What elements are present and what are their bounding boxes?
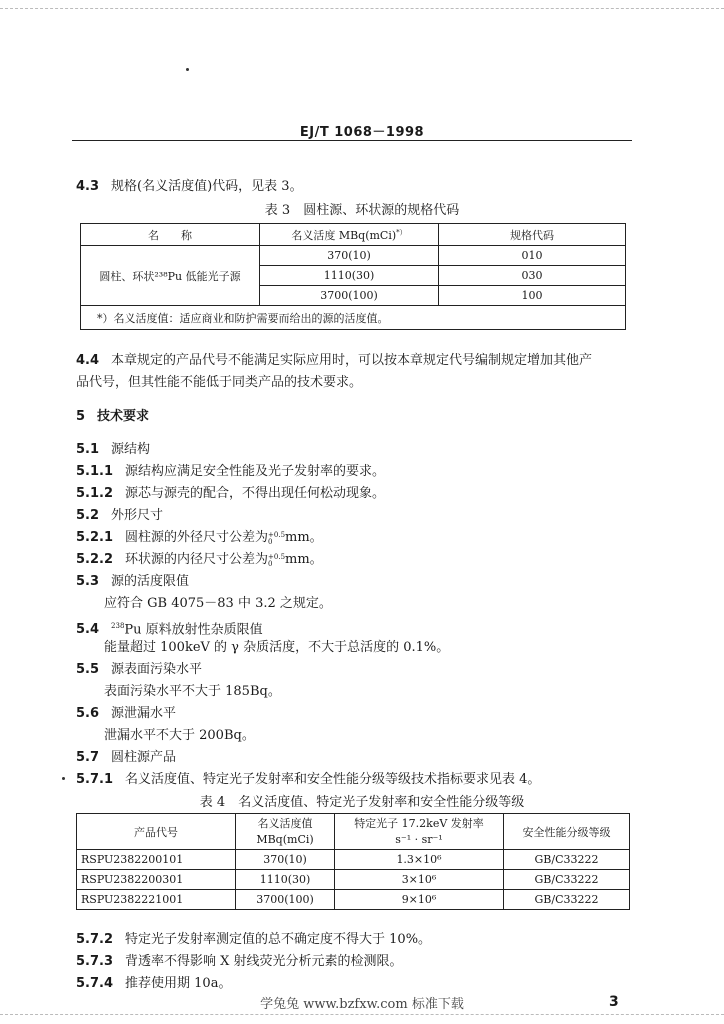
table4-header-rate: 特定光子 17.2keV 发射率 s⁻¹ · sr⁻¹ [335,814,504,850]
clause-5-7: 5.7 圆柱源产品 [76,750,177,765]
clause-text-line1: 本章规定的产品代号不能满足实际应用时，可以按本章规定代号编制规定增加其他产 [111,353,593,368]
table3-caption: 表 3 圆柱源、环状源的规格代码 [264,203,460,218]
clause-5-1-1: 5.1.1 源结构应满足安全性能及光子发射率的要求。 [76,464,386,479]
scan-speck [62,777,65,780]
clause-5-3: 5.3 源的活度限值 [76,574,190,589]
document-code-header: EJ/T 1068－1998 [299,125,425,140]
table4-code-cell: RSPU2382221001 [77,890,236,910]
table3-footnote: *）名义活度值：适应商业和防护需要而给出的源的活度值。 [81,306,626,330]
table4-code-cell: RSPU2382200101 [77,850,236,870]
section-title: 技术要求 [97,409,150,424]
table4-header-activity: 名义活度值 MBq(mCi) [236,814,335,850]
table3-activity-cell: 370(10) [260,246,439,266]
clause-number: 4.3 [76,179,100,194]
clause-5-2-2: 5.2.2 环状源的内径尺寸公差为+0.5 0 mm。 [76,552,323,568]
clause-5-7-2: 5.7.2 特定光子发射率测定值的总不确定度不得大于 10%。 [76,932,432,947]
clause-5-3-body: 应符合 GB 4075－83 中 3.2 之规定。 [104,596,332,611]
clause-4-3 [76,178,303,196]
table3-header-name: 名 称 [81,224,260,246]
table3-header-code: 规格代码 [439,224,626,246]
scan-edge-bottom [0,1014,724,1015]
clause-5-1: 5.1 源结构 [76,442,151,457]
table3-code-cell: 010 [439,246,626,266]
table4-rate-cell: 3×10⁶ [335,870,504,890]
clause-5-4-body: 能量超过 100keV 的 γ 杂质活度，不大于总活度的 0.1%。 [104,640,450,655]
clause-5-4: 5.4 $^{238}$Pu 原料放射性杂质限值 [76,622,263,638]
clause-4-4-cont: 品代号，但其性能不能低于同类产品的技术要求。 [76,375,363,390]
table4-product-specs [76,813,630,910]
clause-5-7-1: 5.7.1 名义活度值、特定光子发射率和安全性能分级等级技术指标要求见表 4。 [76,772,541,787]
footer-source-watermark: 学兔兔 www.bzfxw.com 标准下载 [260,997,464,1012]
table4-safety-cell: GB/C33222 [504,890,630,910]
clause-number: 4.4 [76,353,100,368]
clause-5-5-body: 表面污染水平不大于 185Bq。 [104,684,281,699]
clause-5-7-3: 5.7.3 背透率不得影响 X 射线荧光分析元素的检测限。 [76,954,403,969]
table4-safety-cell: GB/C33222 [504,870,630,890]
clause-5-5: 5.5 源表面污染水平 [76,662,203,677]
table4-activity-cell: 370(10) [236,850,335,870]
clause-5-7-4: 5.7.4 推荐使用期 10a。 [76,976,232,991]
table4-header-safety: 安全性能分级等级 [504,814,630,850]
section-number: 5 [76,409,86,424]
clause-5-2: 5.2 外形尺寸 [76,508,164,523]
table4-rate-cell: 1.3×10⁶ [335,850,504,870]
table4-activity-cell: 1110(30) [236,870,335,890]
table3-header-activity: 名义活度 MBq(mCi)*） [260,224,439,246]
table4-code-cell: RSPU2382200301 [77,870,236,890]
table3-activity-cell: 1110(30) [260,266,439,286]
clause-5-6: 5.6 源泄漏水平 [76,706,177,721]
scan-speck [186,68,189,71]
clause-5-1-2: 5.1.2 源芯与源壳的配合，不得出现任何松动现象。 [76,486,386,501]
tolerance: +0.5 0 [268,531,286,546]
table3-code-cell: 030 [439,266,626,286]
table4-activity-cell: 3700(100) [236,890,335,910]
table4-caption: 表 4 名义活度值、特定光子发射率和安全性能分级等级 [199,795,525,810]
clause-5-6-body: 泄漏水平不大于 200Bq。 [104,728,255,743]
table3-product-cell: 圆柱、环状²³⁸Pu 低能光子源 [81,246,260,306]
header-rule [72,140,632,141]
page-number: 3 [609,994,619,1010]
table3-code-cell: 100 [439,286,626,306]
table4-header-product: 产品代号 [77,814,236,850]
clause-text: 规格(名义活度值)代码，见表 3。 [111,179,303,194]
clause-5-2-1: 5.2.1 圆柱源的外径尺寸公差为+0.5 0 mm。 [76,530,323,546]
section-5-heading [76,408,149,426]
table3-activity-cell: 3700(100) [260,286,439,306]
table3-spec-codes [80,223,626,330]
table4-rate-cell: 9×10⁶ [335,890,504,910]
tolerance: +0.5 0 [268,553,286,568]
table4-safety-cell: GB/C33222 [504,850,630,870]
clause-4-4 [76,352,592,370]
scan-edge-top [0,8,724,9]
